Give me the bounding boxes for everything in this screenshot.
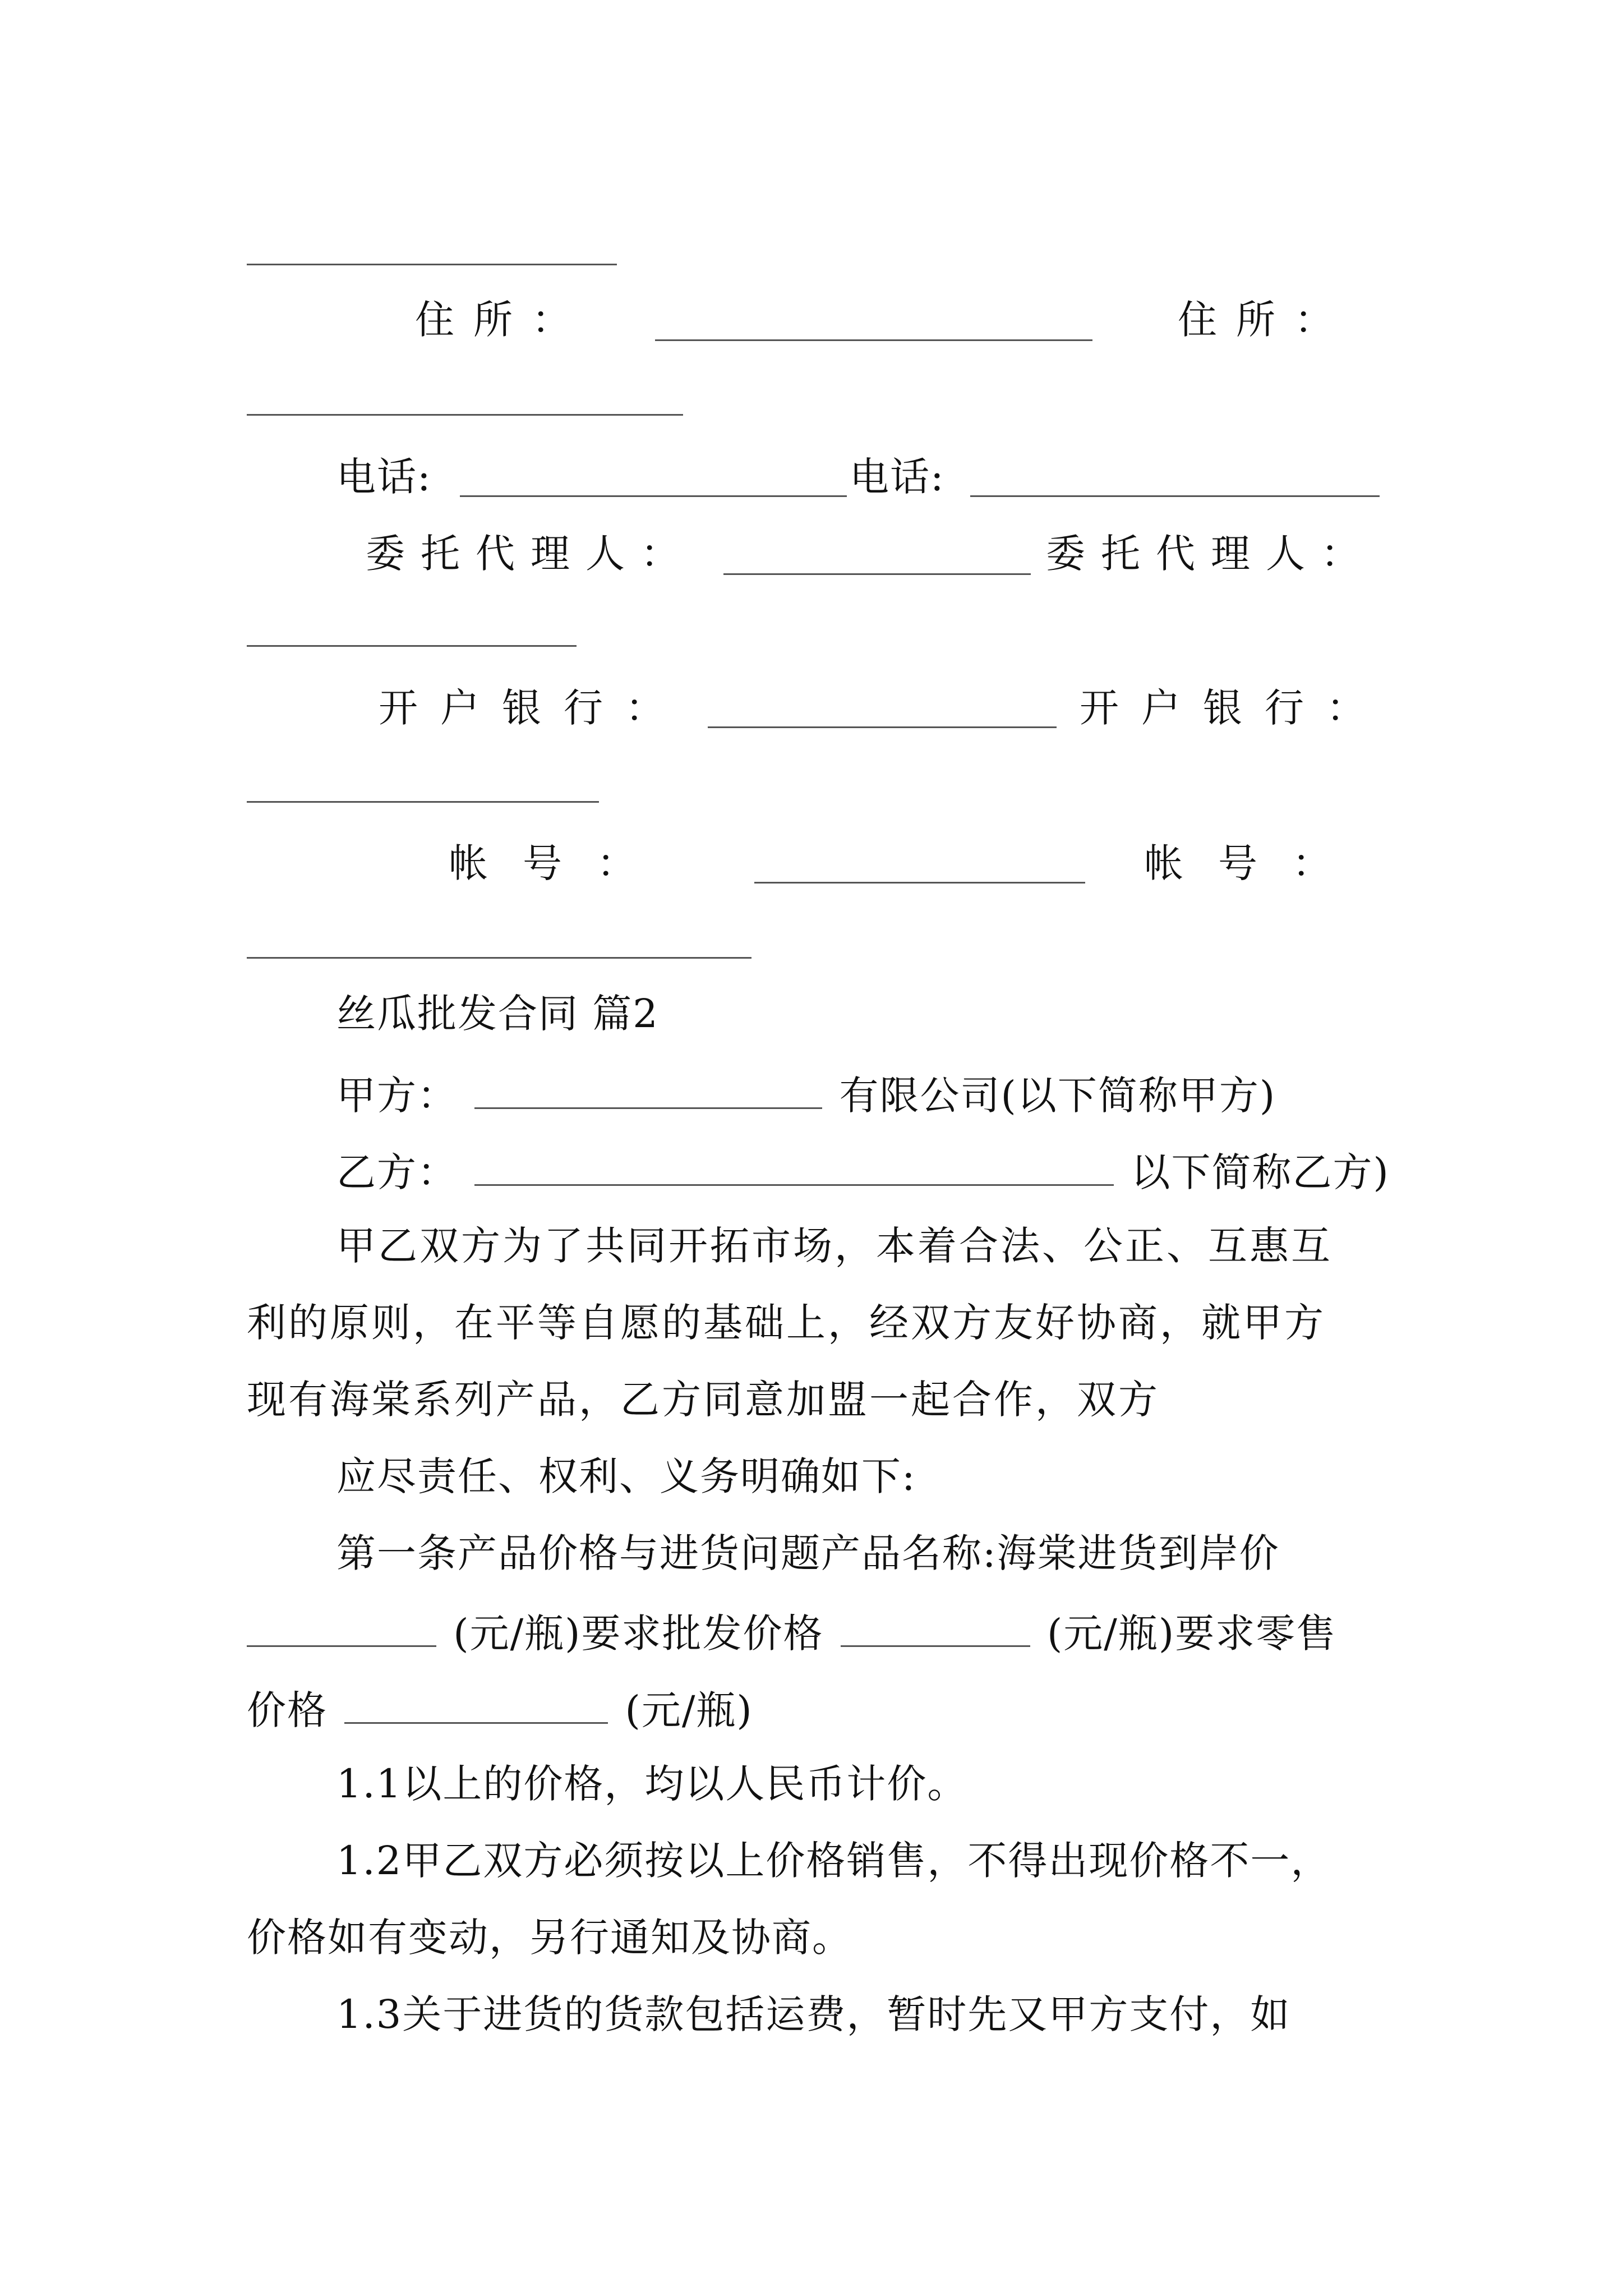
party-b-agent-field [247, 645, 577, 647]
clause-1-1: 1.1以上的价格，均以人民币计价。 [336, 1761, 968, 1807]
agent-row-b [1046, 527, 1376, 580]
retail-price-field [344, 1681, 608, 1724]
party-b-bank-label: 开户银行： [1080, 685, 1388, 731]
party-a-address-field [655, 339, 1092, 341]
party-a-row [336, 1066, 1276, 1119]
party-b-row [336, 1143, 1390, 1195]
article1-unit-1: (元/瓶)要求批发价格 [453, 1611, 824, 1657]
bank-row-b [1080, 682, 1388, 734]
party-b-account-field [247, 957, 751, 959]
address-row-b [1178, 293, 1353, 346]
article1-unit-2: (元/瓶)要求零售 [1047, 1611, 1337, 1657]
party-b-address-field [247, 414, 683, 416]
agent-row [366, 527, 695, 580]
party-b-label: 乙方： [336, 1149, 458, 1195]
party-b-phone-label: 电话: [850, 454, 945, 500]
article1-line-2 [247, 1604, 1336, 1657]
account-row [449, 837, 671, 890]
wholesale-price-field [841, 1604, 1030, 1647]
account-row-b [1144, 837, 1366, 890]
address-row [415, 293, 590, 346]
party-a-bank-field [708, 726, 1057, 728]
phone-row [336, 450, 432, 503]
party-a-agent-field [723, 573, 1031, 575]
intro-line-4: 应尽责任、权利、义务明确如下: [336, 1453, 916, 1499]
party-b-name-field [474, 1143, 1114, 1186]
landed-price-field [247, 1604, 436, 1647]
bank-row [379, 682, 687, 734]
party-b-suffix: 以下简称乙方) [1131, 1149, 1390, 1195]
party-a-label: 甲方： [336, 1073, 458, 1119]
clause-1-3: 1.3关于进货的货款包括运费，暂时先又甲方支付，如 [336, 1991, 1291, 2037]
clause-1-2-line-1: 1.2甲乙双方必须按以上价格销售，不得出现价格不一， [336, 1838, 1331, 1884]
section-title: 丝瓜批发合同 篇2 [336, 991, 659, 1037]
party-b-agent-label: 委托代理人： [1046, 531, 1376, 577]
party-a-agent-label: 委托代理人： [366, 531, 695, 577]
party-a-address-label: 住所： [415, 297, 590, 343]
article1-line-1: 第一条产品价格与进货问题产品名称:海棠进货到岸价 [336, 1530, 1280, 1576]
party-a-name-field [474, 1066, 822, 1109]
party-b-account-label: 帐号： [1144, 840, 1366, 886]
intro-line-1: 甲乙双方为了共同开拓市场，本着合法、公正、互惠互 [336, 1223, 1332, 1269]
party-a-account-label: 帐号： [449, 840, 671, 886]
party-a-phone-label: 电话: [336, 454, 432, 500]
clause-1-2-line-2: 价格如有变动，另行通知及协商。 [247, 1915, 852, 1961]
blank-line [247, 264, 617, 265]
phone-row-b [850, 450, 945, 503]
party-a-account-field [754, 882, 1085, 884]
article1-line-3 [247, 1681, 753, 1733]
party-a-suffix: 有限公司(以下简称甲方) [839, 1073, 1276, 1119]
retail-price-label: 价格 [247, 1687, 328, 1733]
intro-line-3: 现有海棠系列产品，乙方同意加盟一起合作，双方 [247, 1377, 1160, 1423]
party-a-phone-field [460, 495, 847, 497]
article1-unit-3: (元/瓶) [625, 1687, 753, 1733]
party-a-bank-label: 开户银行： [379, 685, 687, 731]
party-b-bank-field [247, 801, 599, 803]
intro-line-2: 利的原则，在平等自愿的基础上，经双方友好协商，就甲方 [247, 1300, 1326, 1346]
party-b-address-label: 住所： [1178, 297, 1353, 343]
party-b-phone-field [970, 495, 1380, 497]
